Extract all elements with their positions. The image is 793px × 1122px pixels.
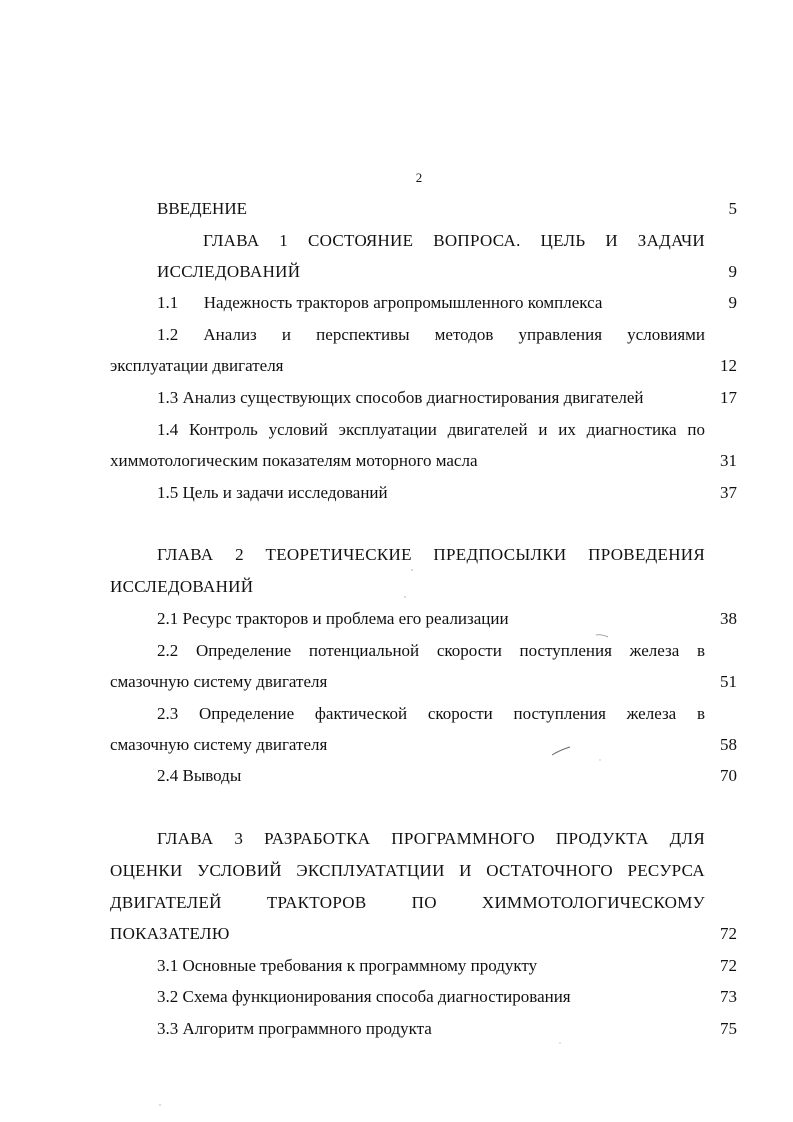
toc-item-2-4: 2.4 Выводы xyxy=(157,766,242,785)
toc-item-1-4-line2: химмотологическим показателям моторного масла xyxy=(110,451,478,470)
toc-item-1-1: 1.1 Надежность тракторов агропромышленного комплекса xyxy=(157,293,603,312)
page-number: 2 xyxy=(415,170,423,185)
toc-item-3-1: 3.1 Основные требования к программному продукту xyxy=(157,956,538,975)
toc-ch1-page: 9 xyxy=(728,262,737,281)
toc-ch3-title-line3: ДВИГАТЕЛЕЙ ТРАКТОРОВ ПО ХИММОТОЛОГИЧЕСКОМУ xyxy=(110,893,705,912)
toc-item-1-3-page: 17 xyxy=(720,388,737,407)
toc-ch3-title-line1: ГЛАВА 3 РАЗРАБОТКА ПРОГРАММНОГО ПРОДУКТА ДЛЯ xyxy=(157,829,705,848)
toc-item-1-5: 1.5 Цель и задачи исследований xyxy=(157,483,388,502)
toc-item-3-2-page: 73 xyxy=(720,987,737,1006)
scan-mark xyxy=(596,635,608,637)
toc-item-1-2-page: 12 xyxy=(720,356,737,375)
toc-item-1-3: 1.3 Анализ существующих способов диагностирования двигателей xyxy=(157,388,644,407)
toc-item-2-3-line1: 2.3 Определение фактической скорости поступления железа в xyxy=(157,704,705,723)
toc-item-1-4-line1: 1.4 Контроль условий эксплуатации двигателей и их диагностика по xyxy=(157,420,705,439)
toc-item-2-3-page: 58 xyxy=(720,735,737,754)
toc-item-1-2-line1: 1.2 Анализ и перспективы методов управления условиями xyxy=(157,325,705,344)
scan-dot xyxy=(411,569,413,571)
toc-intro-page: 5 xyxy=(728,199,737,218)
scan-dot xyxy=(404,596,406,598)
toc-item-1-5-page: 37 xyxy=(720,483,737,502)
toc-ch3-title-line4: ПОКАЗАТЕЛЮ xyxy=(110,924,230,943)
scan-dot xyxy=(559,1042,560,1043)
toc-item-2-2-line1: 2.2 Определение потенциальной скорости поступления железа в xyxy=(157,641,705,660)
toc-item-1-2-line2: эксплуатации двигателя xyxy=(110,356,284,375)
toc-item-3-1-page: 72 xyxy=(720,956,737,975)
toc-item-3-3: 3.3 Алгоритм программного продукта xyxy=(157,1019,432,1038)
toc-item-3-3-page: 75 xyxy=(720,1019,737,1038)
toc-item-1-4-page: 31 xyxy=(720,451,737,470)
toc-intro-title: ВВЕДЕНИЕ xyxy=(157,199,247,218)
toc-item-2-3-line2: смазочную систему двигателя xyxy=(110,735,328,754)
scan-mark xyxy=(552,747,570,755)
toc-ch1-title-line1: ГЛАВА 1 СОСТОЯНИЕ ВОПРОСА. ЦЕЛЬ И ЗАДАЧИ xyxy=(203,231,705,250)
toc-item-2-4-page: 70 xyxy=(720,766,737,785)
toc-item-2-1: 2.1 Ресурс тракторов и проблема его реализации xyxy=(157,609,509,628)
toc-item-2-2-page: 51 xyxy=(720,672,737,691)
toc-ch3-title-line2: ОЦЕНКИ УСЛОВИЙ ЭКСПЛУАТАТЦИИ И ОСТАТОЧНОГО РЕСУРСА xyxy=(110,861,705,880)
toc-item-2-1-page: 38 xyxy=(720,609,737,628)
scan-dot xyxy=(159,1104,161,1106)
toc-item-2-2-line2: смазочную систему двигателя xyxy=(110,672,328,691)
toc-ch3-page: 72 xyxy=(720,924,737,943)
scan-dot xyxy=(599,759,600,760)
toc-item-3-2: 3.2 Схема функционирования способа диагностирования xyxy=(157,987,571,1006)
toc-ch2-title-line2: ИССЛЕДОВАНИЙ xyxy=(110,577,254,596)
toc-item-1-1-page: 9 xyxy=(728,293,737,312)
toc-ch1-title-line2: ИССЛЕДОВАНИЙ xyxy=(157,262,301,281)
toc-ch2-title-line1: ГЛАВА 2 ТЕОРЕТИЧЕСКИЕ ПРЕДПОСЫЛКИ ПРОВЕДЕНИЯ xyxy=(157,545,705,564)
